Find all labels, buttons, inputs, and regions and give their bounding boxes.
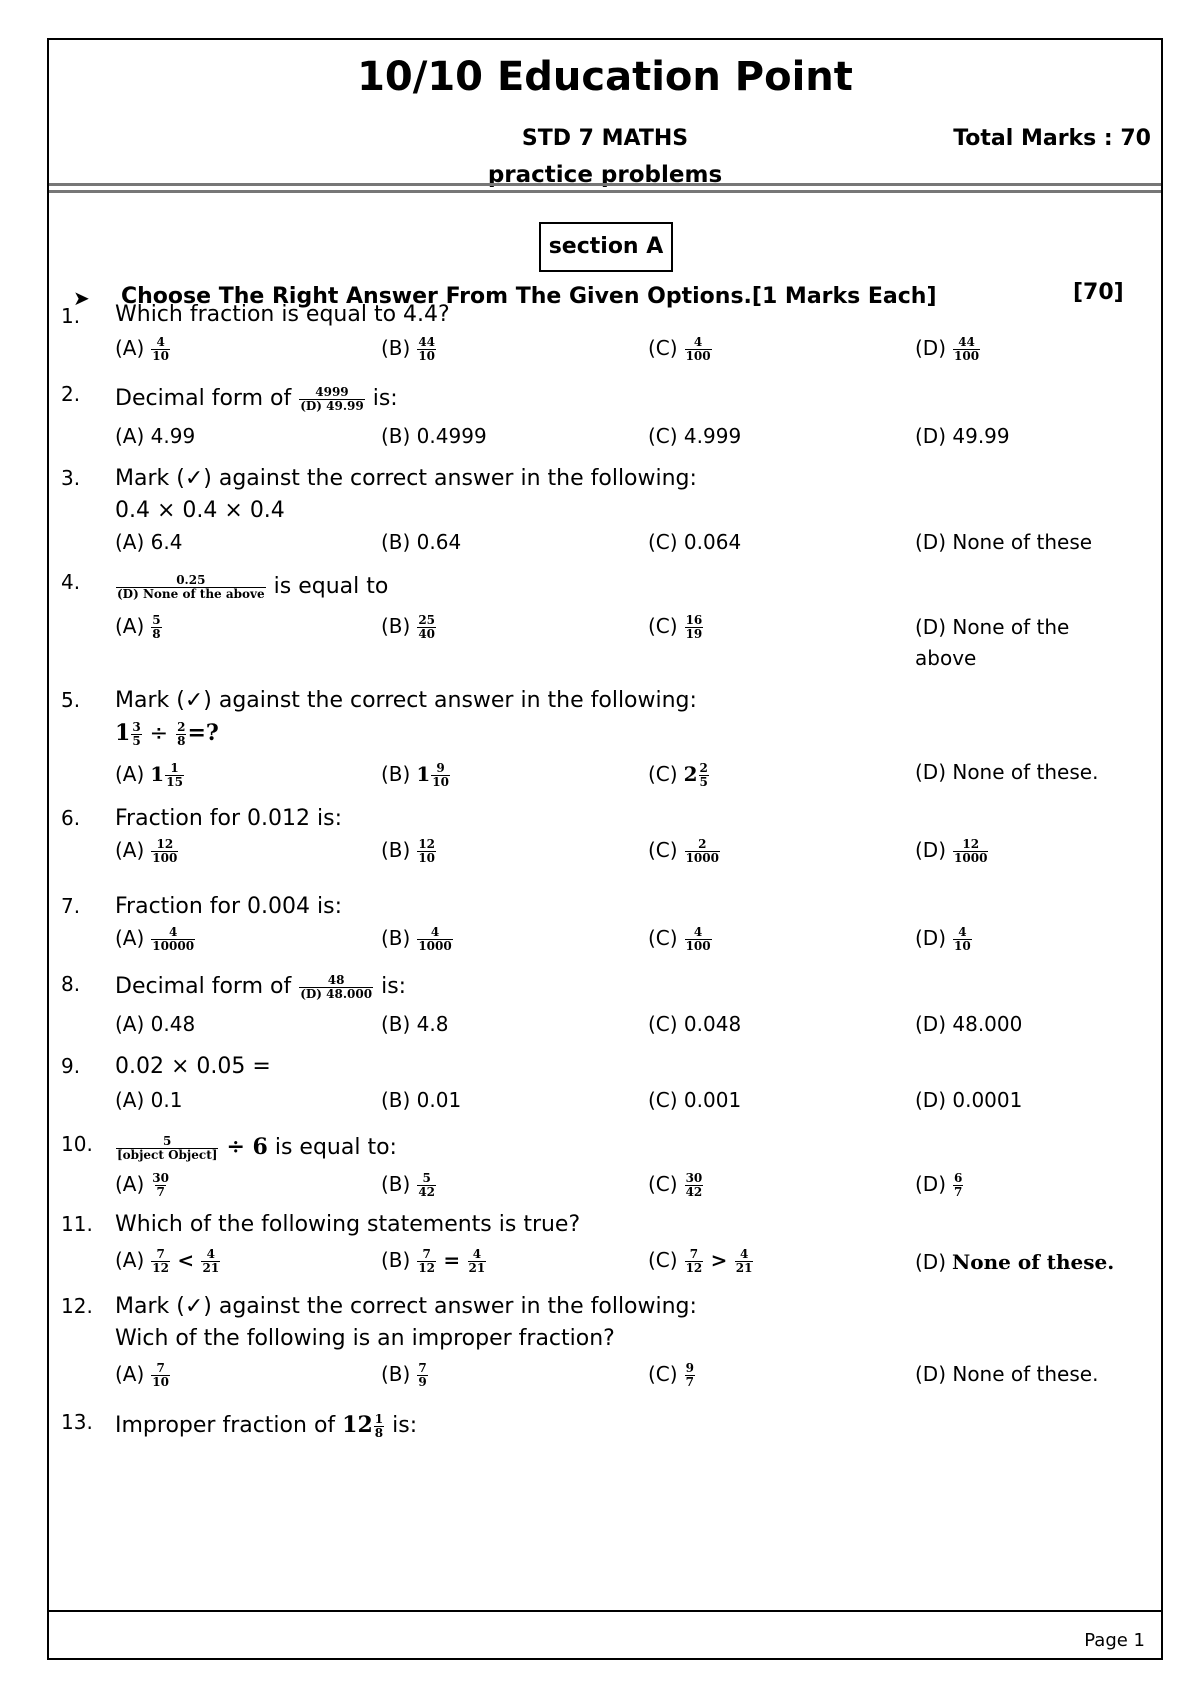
option-a[interactable]: (A) 6.4 (115, 530, 183, 554)
question-text: Decimal form of $\frac{48}{(D) 48.000}$ is: (115, 973, 407, 1001)
option-b[interactable]: (B) 0.64 (381, 530, 462, 554)
option-a[interactable]: (A) $\frac{30}{7}$ (115, 1171, 169, 1199)
question-number: 6. (61, 806, 81, 830)
question-expression: 0.4 × 0.4 × 0.4 (115, 498, 285, 523)
option-c[interactable]: (C) $\frac{9}{7}$ (648, 1361, 694, 1389)
question-number: 3. (61, 466, 81, 490)
page-title: 10/10 Education Point (357, 54, 853, 100)
option-b[interactable]: (B) $\frac{25}{40}$ (381, 613, 436, 641)
option-c[interactable]: (C) 2 $\frac{2}{5}$ (648, 761, 708, 789)
option-b[interactable]: (B) $\frac{7}{12}$ = $\frac{4}{21}$ (381, 1247, 486, 1275)
option-d[interactable]: (D) 49.99 (915, 424, 1010, 448)
question-text: Fraction for 0.012 is: (115, 806, 343, 831)
option-b[interactable]: (B) $\frac{12}{10}$ (381, 837, 436, 865)
option-c[interactable]: (C) $\frac{16}{19}$ (648, 613, 703, 641)
question-number: 7. (61, 894, 81, 918)
question-text: $\frac{0.25}{\text{(D) None of the above}}$ is equal to (117, 573, 389, 601)
question-number: 1. (61, 304, 81, 328)
worksheet-page (47, 38, 1163, 1660)
question-text: Mark (✓) against the correct answer in the following: (115, 466, 697, 491)
question-number: 8. (61, 972, 81, 996)
option-a[interactable]: (A) $\frac{4}{10000}$ (115, 925, 195, 953)
option-a[interactable]: (A) 4.99 (115, 424, 196, 448)
question-number: 13. (61, 1410, 93, 1434)
question-number: 2. (61, 382, 81, 406)
question-text: Mark (✓) against the correct answer in the following: (115, 1294, 697, 1319)
question-text: Decimal form of $\frac{4999}{(D) 49.99}$ is: (115, 385, 398, 413)
subject-label: STD 7 MATHS (521, 126, 689, 151)
question-number: 12. (61, 1294, 93, 1318)
option-a[interactable]: (A) 1 $\frac{1}{15}$ (115, 761, 183, 789)
option-a[interactable]: (A) $\frac{7}{10}$ (115, 1361, 169, 1389)
question-number: 11. (61, 1212, 93, 1236)
option-c[interactable]: (C) $\frac{4}{100}$ (648, 925, 711, 953)
option-c[interactable]: (C) $\frac{30}{42}$ (648, 1171, 703, 1199)
question-text: Which fraction is equal to 4.4? (115, 302, 450, 327)
option-d[interactable]: (D) $\frac{4}{10}$ (915, 925, 971, 953)
option-a[interactable]: (A) $\frac{12}{100}$ (115, 837, 178, 865)
header-divider-bottom (49, 190, 1161, 193)
header-divider-top (49, 183, 1161, 186)
option-a[interactable]: (A) 0.48 (115, 1012, 196, 1036)
option-b[interactable]: (B) $\frac{44}{10}$ (381, 335, 436, 363)
footer-divider (49, 1610, 1161, 1612)
option-c[interactable]: (C) 0.048 (648, 1012, 742, 1036)
question-text: $\frac{5}{\text{[object Object]}}$ ÷ 6 is equal to: (117, 1133, 397, 1162)
total-marks: Total Marks : 70 (953, 126, 1151, 151)
option-b[interactable]: (B) 4.8 (381, 1012, 449, 1036)
option-b[interactable]: (B) $\frac{4}{1000}$ (381, 925, 452, 953)
option-a[interactable]: (A) $\frac{7}{12}$ < $\frac{4}{21}$ (115, 1247, 220, 1275)
question-number: 9. (61, 1054, 81, 1078)
question-text: Improper fraction of 12 $\frac{1}{8}$ is: (115, 1411, 418, 1440)
option-d[interactable]: (D) $\frac{44}{100}$ (915, 335, 980, 363)
question-subtext: Wich of the following is an improper fraction? (115, 1326, 615, 1351)
question-number: 4. (61, 570, 81, 594)
arrow-bullet-icon: ➤ (73, 286, 90, 310)
option-d[interactable]: (D) 0.0001 (915, 1088, 1023, 1112)
question-text: 0.02 × 0.05 = (115, 1054, 271, 1079)
instruction-text: Choose The Right Answer From The Given Options.[1 Marks Each] (121, 284, 937, 309)
document-type: practice problems (487, 162, 723, 188)
option-b[interactable]: (B) 0.01 (381, 1088, 462, 1112)
option-a[interactable]: (A) $\frac{4}{10}$ (115, 335, 169, 363)
option-d[interactable]: (D) None of these (915, 530, 1093, 554)
option-b[interactable]: (B) $\frac{7}{9}$ (381, 1361, 427, 1389)
question-number: 5. (61, 688, 81, 712)
option-d[interactable]: (D) None of these. (915, 760, 1099, 784)
option-d[interactable]: (D) 48.000 (915, 1012, 1023, 1036)
option-c[interactable]: (C) 0.001 (648, 1088, 742, 1112)
option-d[interactable]: (D) $\frac{6}{7}$ (915, 1171, 963, 1199)
option-a[interactable]: (A) 0.1 (115, 1088, 183, 1112)
option-c[interactable]: (C) $\frac{7}{12}$ > $\frac{4}{21}$ (648, 1247, 753, 1275)
question-text: Fraction for 0.004 is: (115, 894, 343, 919)
option-a[interactable]: (A) $\frac{5}{8}$ (115, 613, 161, 641)
option-c[interactable]: (C) $\frac{2}{1000}$ (648, 837, 719, 865)
option-b[interactable]: (B) 1 $\frac{9}{10}$ (381, 761, 449, 789)
option-b[interactable]: (B) 0.4999 (381, 424, 487, 448)
question-number: 10. (61, 1132, 93, 1156)
option-d[interactable]: (D) None of the above (915, 615, 1070, 670)
page-number: Page 1 (1084, 1630, 1145, 1651)
option-c[interactable]: (C) 0.064 (648, 530, 742, 554)
option-c[interactable]: (C) $\frac{4}{100}$ (648, 335, 711, 363)
question-text: Mark (✓) against the correct answer in the following: (115, 688, 697, 713)
option-d[interactable]: (D) None of these. (915, 1362, 1099, 1386)
question-expression: 1 $\frac{3}{5}$ ÷ $\frac{2}{8}$ =? (115, 719, 219, 748)
question-text: Which of the following statements is true? (115, 1212, 581, 1237)
section-label: section A (539, 222, 673, 272)
option-c[interactable]: (C) 4.999 (648, 424, 742, 448)
option-d[interactable]: (D) None of these. (915, 1250, 1115, 1274)
section-marks: [70] (1073, 280, 1124, 305)
option-b[interactable]: (B) $\frac{5}{42}$ (381, 1171, 436, 1199)
option-d[interactable]: (D) $\frac{12}{1000}$ (915, 837, 988, 865)
